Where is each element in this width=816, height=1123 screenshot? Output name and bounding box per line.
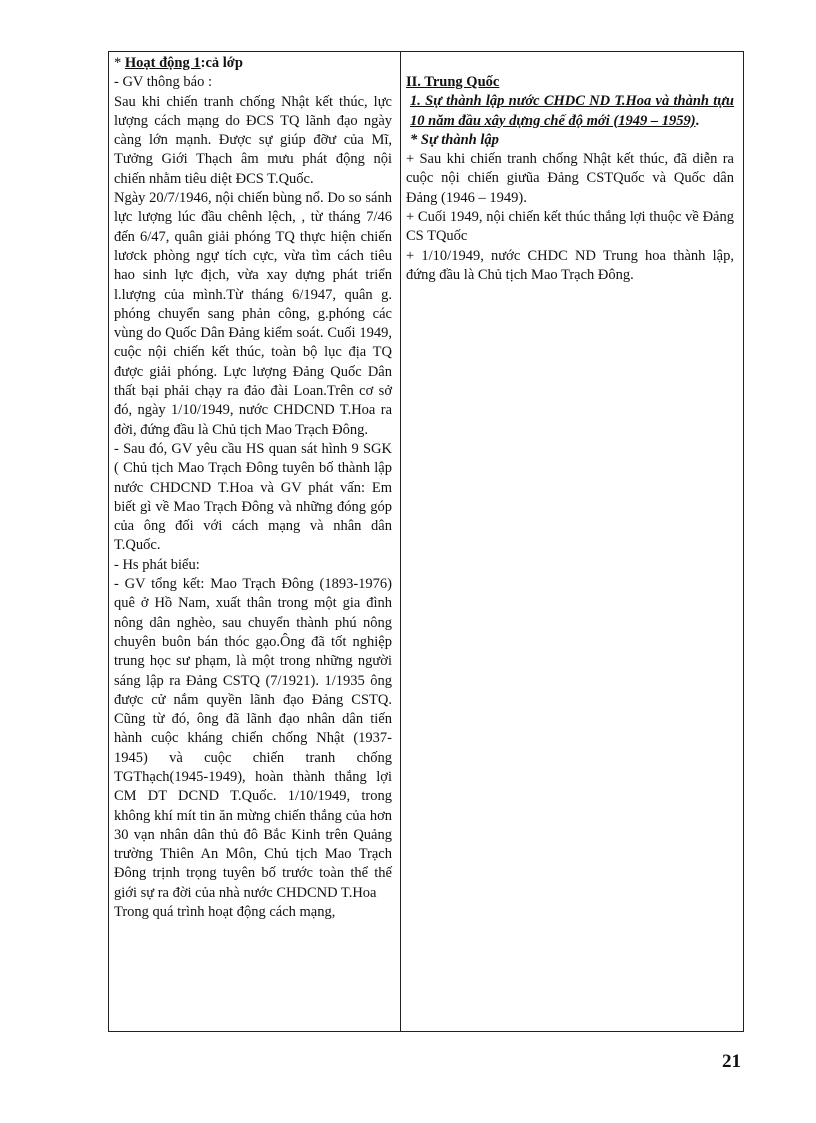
paragraph-continued: Trong quá trình hoạt động cách mạng, [114,904,336,921]
paragraph-background: Sau khi chiến tranh chống Nhật kết thúc, lực lượng cách mạng do ĐCS TQ lãnh đạo ngày càng lớn mạnh. Được sự giúp đỡư của Mĩ, Tưởng Giới Thạch âm mưu phát động nội chiến nhằm tiêu diệt ĐCS T.Quốc. [114,93,392,187]
content-column [406,73,734,285]
paragraph-question: - Sau đó, GV yêu cầu HS quan sát hình 9 SGK ( Chủ tịch Mao Trạch Đông tuyên bố thành lập nước CHDCND T.Hoa và GV phát vấn: Em biết gì về Mao Trạch Đông và những đóng góp của ông đối với cách mạng và nhân dân T.Quốc. [114,440,392,554]
bullet-item: + 1/10/1949, nước CHDC ND Trung hoa thành lập, đứng đầu là Chủ tịch Mao Trạch Đông. [406,247,734,283]
subsection-title: 1. Sự thành lập nước CHDC ND T.Hoa và thành tựu 10 năm đầu xây dựng chế độ mới (1949 – 1959). [410,93,734,129]
paragraph-civil-war: Ngày 20/7/1946, nội chiến bùng nổ. Do so sánh lực lượng lúc đầu chênh lệch, , từ tháng 7/46 đến 6/47, quân giải phóng TQ thực hiện chiến lươck phòng ngự tích cực, vừa tìm cách tiêu hao sinh lực địch, vừa xay dựng phát triển l.lượng của mình.Từ tháng 6/1947, quân g. phóng chuyển sang phản công, g.phóng các vùng do Quốc Dân Đảng kiểm soát. Cuối 1949, cuộc nội chiến kết thúc, toàn bộ lục địa TQ được giải phóng. Lực lượng Đảng Quốc Dân thất bại phải chạy ra đảo đài Loan.Trên cơ sở đó, ngày 1/10/1949, nước CHDCND T.Hoa ra đời, đứng đầu là Chủ tịch Mao Trạch Đông. [114,190,392,438]
activity-heading-label: Hoạt động 1 [124,55,201,71]
activity-heading-rest: :cả lớp [200,55,243,71]
section-title: II. Trung Quốc [406,74,500,90]
teacher-activity-column [114,54,392,922]
sub-heading: * Sự thành lập [410,131,499,148]
paragraph-summary: - GV tổng kết: Mao Trạch Đông (1893-1976) quê ở Hồ Nam, xuất thân trong một gia đình nông dân nghèo, sau chuyển thành phú nông chuyên buôn bán thóc gạo.Ông đã tốt nghiệp trung học sư phạm, là một trong những người sáng lập ra Đảng CSTQ (7/1921). 1/1935 ông được cử nắm quyền lãnh đạo Đảng CSTQ. Cũng từ đó, ông đã lãnh đạo nhân dân tiến hành cuộc kháng chiến chống Nhật (1937-1945) và cuộc chiến tranh chống TGThạch(1945-1949), hoàn thành thắng lợi CM DT DCND T.Quốc. 1/10/1949, trong không khí mít tin ăn mừng chiến thắng của hơn 30 vạn nhân dân thủ đô Bắc Kinh trên Quảng trường Thiên An Môn, Chủ tịch Mao Trạch Đông trịnh trọng tuyên bố trước toàn thể thế giới sự ra đời của nhà nước CHDCND T.Hoa [114,576,392,901]
bullet-item: + Sau khi chiến tranh chống Nhật kết thúc, đã diễn ra cuộc nội chiến giưũa Đảng CSTQuốc và Quốc dân Đảng (1946 – 1949). [406,151,734,206]
bullet-item: + Cuối 1949, nội chiến kết thúc thắng lợi thuộc về Đảng CS TQuốc [406,209,734,245]
page-number: 21 [722,1051,741,1072]
paragraph-student-answer: - Hs phát biểu: [114,556,200,573]
column-divider [400,51,401,1032]
intro-line: - GV thông báo : [114,74,213,91]
activity-heading: * Hoạt động 1:cả lớp [114,55,243,71]
